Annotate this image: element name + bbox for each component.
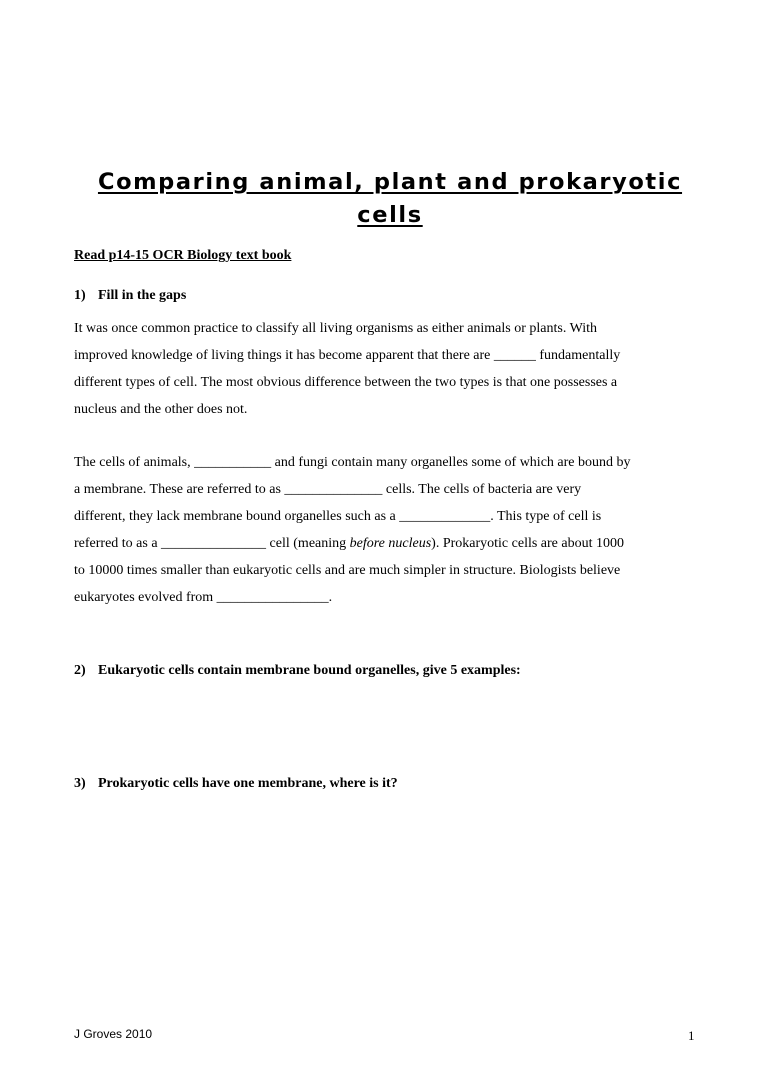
question-1-text: Fill in the gaps xyxy=(98,288,187,303)
paragraph-2-line: The cells of animals, ___________ and fungi contain many organelles some of which are bound by xyxy=(74,455,631,470)
line-4-end: ). Prokaryotic cells are about 1000 xyxy=(431,536,624,551)
paragraph-2-line: eukaryotes evolved from ________________. xyxy=(74,590,333,605)
question-2-heading xyxy=(74,663,521,679)
paragraph-2-line: different, they lack membrane bound organelles such as a _____________. This type of cell is xyxy=(74,509,602,524)
question-3-text: Prokaryotic cells have one membrane, where is it? xyxy=(98,776,398,791)
footer-author: J Groves 2010 xyxy=(74,1027,153,1041)
question-2-number: 2) xyxy=(74,663,86,678)
paragraph-2 xyxy=(74,449,714,611)
paragraph-2-line: a membrane. These are referred to as ______________ cells. The cells of bacteria are very xyxy=(74,482,582,497)
question-2-text: Eukaryotic cells contain membrane bound organelles, give 5 examples: xyxy=(98,663,521,678)
question-1-number: 1) xyxy=(74,288,86,303)
paragraph-1-line: different types of cell. The most obvious difference between the two types is that one possesses a xyxy=(74,375,618,390)
footer-page-number: 1 xyxy=(688,1028,695,1043)
paragraph-1-line: nucleus and the other does not. xyxy=(74,402,248,417)
question-1-heading xyxy=(74,288,186,304)
line-4-start: referred to as a _______________ cell (meaning xyxy=(74,536,350,551)
paragraph-1 xyxy=(74,315,714,423)
page-title xyxy=(60,166,720,232)
title-line-2: cells xyxy=(357,202,423,228)
paragraph-2-line-4 xyxy=(74,530,714,557)
question-3-number: 3) xyxy=(74,776,86,791)
italic-phrase: before nucleus xyxy=(349,536,432,551)
title-line-1: Comparing animal, plant and prokaryotic xyxy=(97,169,683,195)
question-3-heading xyxy=(74,776,398,792)
paragraph-2-line: to 10000 times smaller than eukaryotic cells and are much simpler in structure. Biologists believe xyxy=(74,563,621,578)
reading-instruction: Read p14-15 OCR Biology text book xyxy=(74,248,292,263)
paragraph-1-line: It was once common practice to classify all living organisms as either animals or plants. With xyxy=(74,321,598,336)
paragraph-1-line: improved knowledge of living things it has become apparent that there are ______ fundamentally xyxy=(74,348,621,363)
